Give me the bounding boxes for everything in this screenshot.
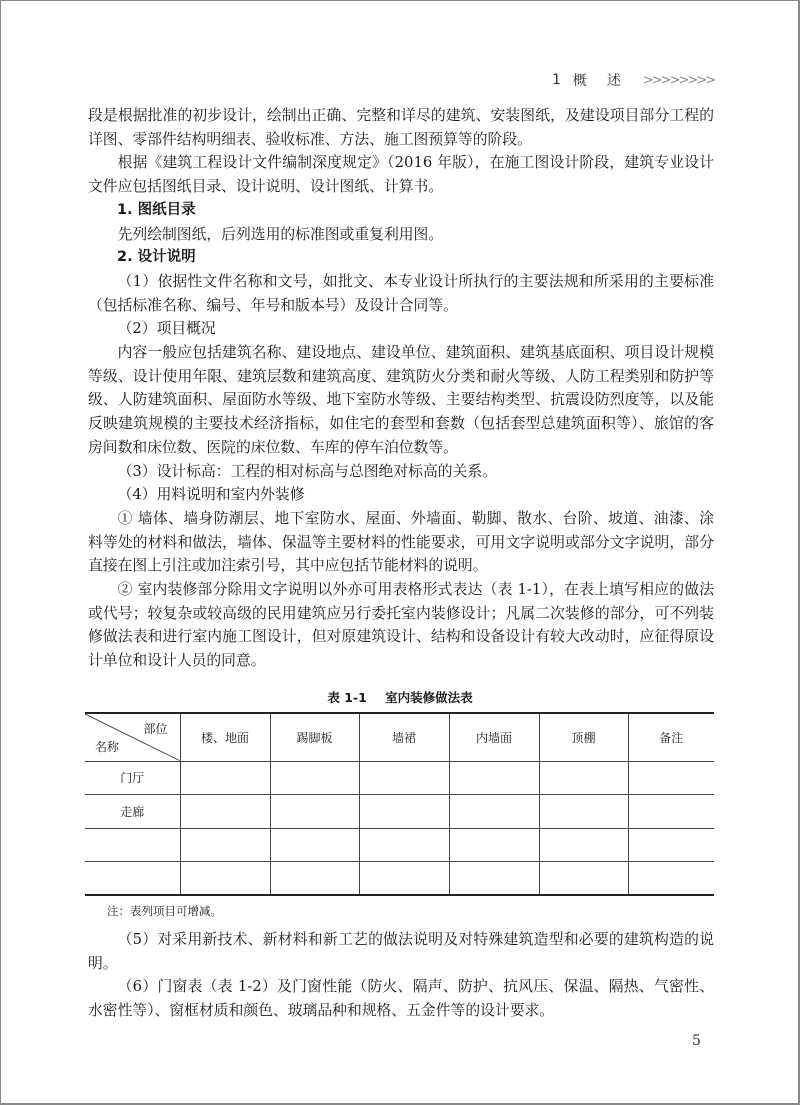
body-text-upper (88, 104, 714, 673)
interior-finish-table (85, 712, 714, 896)
chevron-decoration-icon: >>>>>>>> (642, 72, 714, 88)
table-cell (180, 828, 270, 862)
column-header: 备注 (628, 713, 714, 761)
row-label (85, 862, 180, 896)
row-label (85, 828, 180, 862)
paragraph-item-5: （5）对采用新技术、新材料和新工艺的做法说明及对特殊建筑造型和必要的建筑构造的说明。 (88, 931, 714, 972)
table-cell (539, 862, 628, 896)
paragraph-item-4-title: （4）用料说明和室内外装修 (117, 486, 305, 504)
table-cell (270, 795, 359, 829)
table-cell (180, 795, 270, 829)
table-corner-cell (85, 713, 180, 761)
table-cell (628, 828, 714, 862)
paragraph-item-1: （1）依据性文件名称和文号，如批文、本专业设计所执行的主要法规和所采用的主要标准（包括标准名称、编号、年号和版本号）及设计合同等。 (88, 272, 714, 314)
paragraph-drawing-list: 先列绘制图纸，后列选用的标准图或重复利用图。 (117, 225, 444, 243)
table-cell (628, 795, 714, 829)
paragraph-item-2-body: 内容一般应包括建筑名称、建设地点、建设单位、建筑面积、建筑基底面积、项目设计规模等级、设计使用年限、建筑层数和建筑高度、建筑防火分类和耐火等级、人防工程类别和防护等级、人防建筑面积、屋面防水等级、地下室防水等级、主要结构类型、抗震设防烈度等，以及能反映建筑规模的主要技术经济指标，如住宅的套型和套数（包括套型总建筑面积等）、旅馆的客房间数和床位数、医院的床位数、车库的停车泊位数等。 (88, 344, 714, 456)
table-cell (449, 828, 539, 862)
table-cell (359, 795, 449, 829)
row-label: 走廊 (85, 795, 180, 829)
column-header: 顶棚 (539, 713, 628, 761)
page-number: 5 (692, 1033, 701, 1049)
table-header-row (85, 713, 714, 761)
table-cell (539, 795, 628, 829)
paragraph-item-2-title: （2）项目概况 (117, 320, 216, 338)
column-header: 内墙面 (449, 713, 539, 761)
table-cell (270, 828, 359, 862)
table-cell (449, 795, 539, 829)
paragraph-design-docs: 根据《建筑工程设计文件编制深度规定》（2016 年版），在施工图设计阶段，建筑专业设计文件应包括图纸目录、设计说明、设计图纸、计算书。 (88, 154, 714, 196)
chapter-title: 概述 (572, 73, 641, 89)
table-cell (180, 862, 270, 896)
paragraph-item-3: （3）设计标高：工程的相对标高与总图绝对标高的关系。 (117, 462, 497, 480)
corner-label-position: 部位 (143, 722, 168, 736)
table-cell (359, 828, 449, 862)
corner-label-name: 名称 (95, 739, 120, 754)
table-cell (539, 761, 628, 795)
table-cell (449, 862, 539, 896)
table-row (85, 795, 714, 829)
table-cell (359, 862, 449, 896)
table-cell (270, 862, 359, 896)
table-cell (449, 761, 539, 795)
section-heading-drawing-list: 1. 图纸目录 (117, 201, 196, 218)
table-row (85, 761, 714, 795)
paragraph-item-4-sub-1: ① 墙体、墙身防潮层、地下室防水、屋面、外墙面、勒脚、散水、台阶、坡道、油漆、涂料等处的材料和做法，墙体、保温等主要材料的性能要求，可用文字说明或部分文字说明，部分直接在图上引注或加注索引号，其中应包括节能材料的说明。 (88, 509, 714, 575)
table-cell (539, 828, 628, 862)
table-cell (270, 761, 359, 795)
table-row (85, 862, 714, 896)
chapter-number: 1 (551, 72, 561, 88)
paragraph-item-6: （6）门窗表（表 1-2）及门窗性能（防火、隔声、防护、抗风压、保温、隔热、气密性、水密性等）、窗框材质和颜色、玻璃品种和规格、五金件等的设计要求。 (88, 978, 714, 1020)
column-header: 楼、地面 (180, 713, 270, 761)
table-cell (628, 862, 714, 896)
paragraph-item-4-sub-2: ② 室内装修部分除用文字说明以外亦可用表格形式表达（表 1-1），在表上填写相应的做法或代号；较复杂或较高级的民用建筑应另行委托室内装修设计；凡属二次装修的部分，可不列装修做法表和进行室内施工图设计，但对原建筑设计、结构和设备设计有较大改动时，应征得原设计单位和设计人员的同意。 (88, 581, 714, 670)
table-cell (359, 761, 449, 795)
running-header (552, 70, 714, 90)
column-header: 墙裙 (359, 713, 449, 761)
table-note: 注：表列项目可增减。 (107, 904, 222, 918)
section-heading-design-notes: 2. 设计说明 (117, 249, 196, 266)
table-row (85, 828, 714, 862)
column-header: 踢脚板 (270, 713, 359, 761)
paragraph-continuation: 段是根据批准的初步设计，绘制出正确、完整和详尽的建筑、安装图纸，及建设项目部分工程的详图、零部件结构明细表、验收标准、方法、施工图预算等的阶段。 (88, 107, 714, 148)
table-cell (628, 761, 714, 795)
row-label: 门厅 (85, 761, 180, 795)
table-caption (0, 688, 800, 706)
table-caption-title: 室内装修做法表 (385, 690, 473, 705)
table-caption-number: 表 1-1 (327, 690, 367, 705)
table-cell (180, 761, 270, 795)
body-text-lower (88, 928, 714, 1023)
